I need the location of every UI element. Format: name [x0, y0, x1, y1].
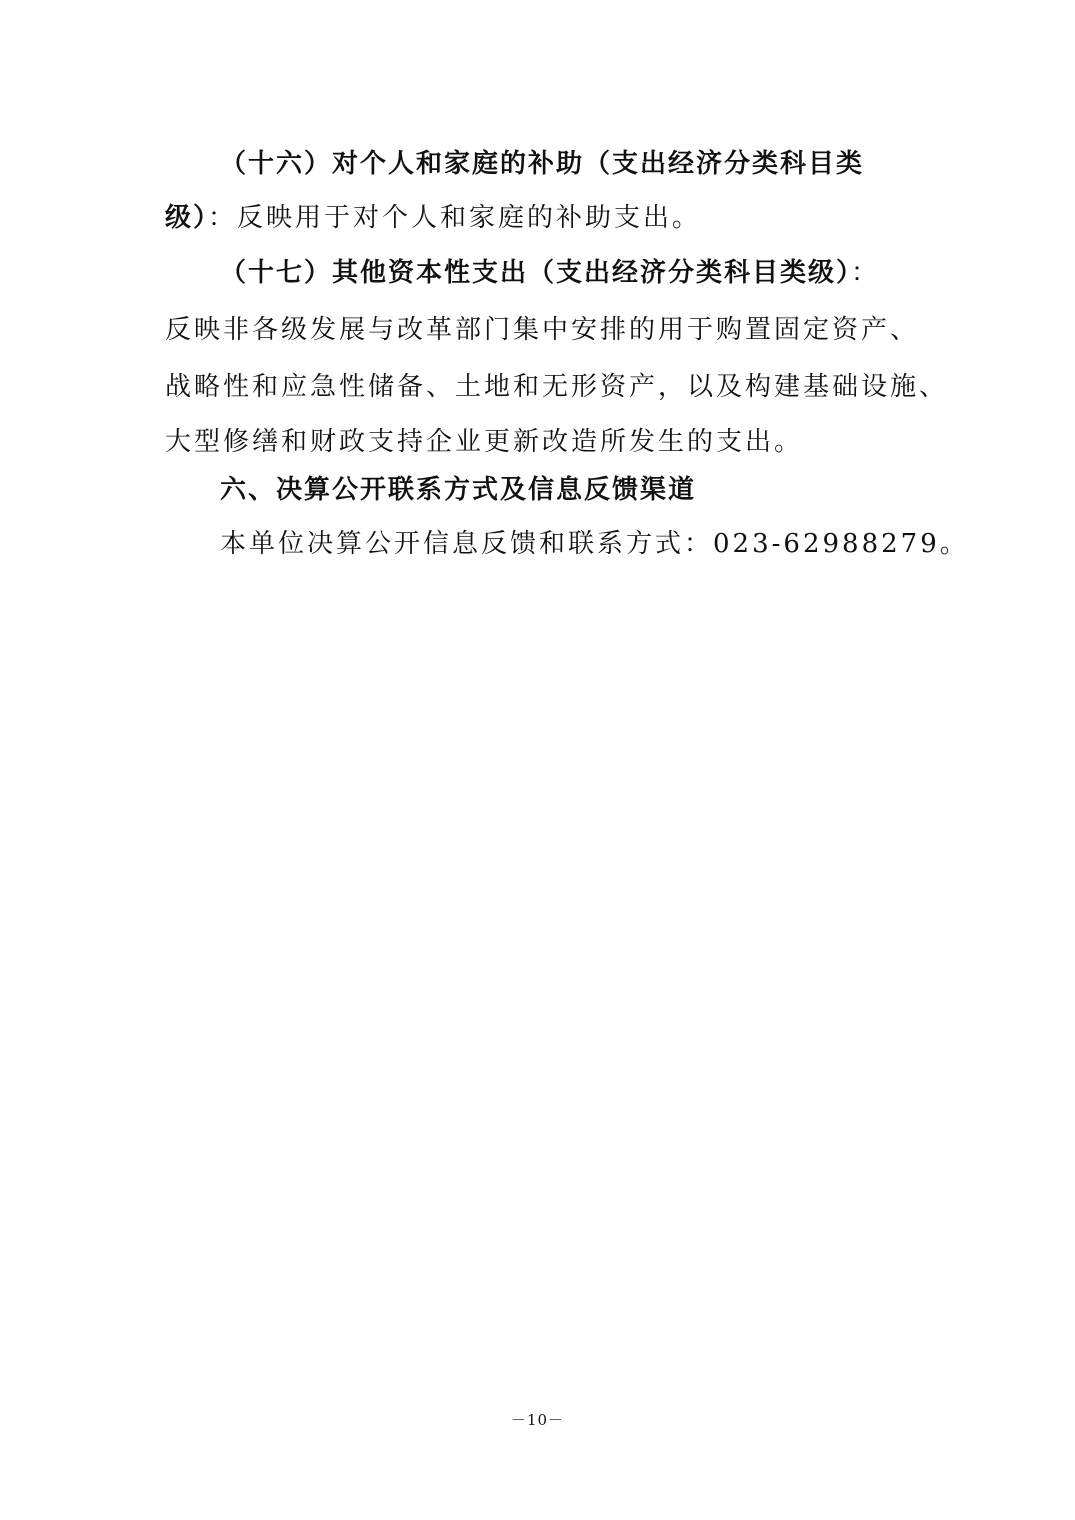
item17-body-line-2: 战略性和应急性储备、土地和无形资产，以及构建基础设施、: [165, 372, 949, 402]
item16-body: ：反映用于对个人和家庭的补助支出。: [208, 203, 702, 233]
item16-heading-line: [0, 146, 1075, 182]
section6-body: 本单位决算公开信息反馈和联系方式：023-62988279。: [220, 529, 969, 559]
section6-heading: 六、决算公开联系方式及信息反馈渠道: [220, 475, 697, 505]
section6-heading-line: [0, 472, 1075, 508]
item16-heading: （十六）对个人和家庭的补助（支出经济分类科目类: [220, 149, 865, 179]
item17-heading-line: [0, 255, 1075, 291]
item17-body-line-3: 大型修缮和财政支持企业更新改造所发生的支出。: [165, 427, 804, 457]
item17-body-line-1: 反映非各级发展与改革部门集中安排的用于购置固定资产、: [165, 315, 920, 345]
item17-heading: （十七）其他资本性支出（支出经济分类科目类级）: [220, 258, 852, 288]
page-number: －10－: [510, 1411, 565, 1429]
item16-heading-cont: 级）: [165, 203, 209, 233]
item16-body-line: [0, 200, 1075, 236]
item17-colon: ：: [851, 258, 881, 288]
